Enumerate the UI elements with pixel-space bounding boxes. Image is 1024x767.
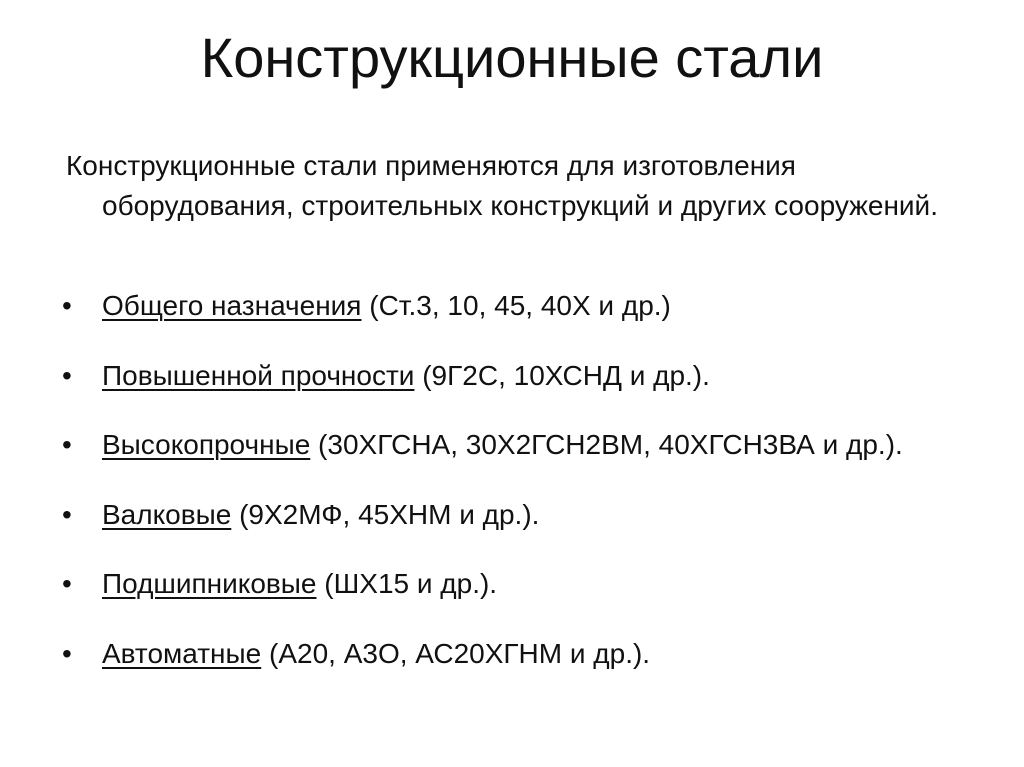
list-item [62,564,992,634]
steel-type-term: Общего назначения [102,290,362,321]
steel-type-details: (9Х2МФ, 45ХНМ и др.). [231,498,540,530]
bullet-icon: • [62,429,72,460]
list-item [62,495,992,565]
steel-type-term: Повышенной прочности [102,359,415,391]
steel-type-term: Валковые [102,498,232,530]
intro-paragraph: Конструкционные стали применяются для изготовления оборудования, строительных конструкций и других сооружений. [66,150,938,221]
list-item [62,634,992,704]
steel-type-details: (9Г2С, 10ХСНД и др.). [414,359,710,391]
steel-type-details: (30ХГСНА, 30Х2ГСН2ВМ, 40ХГСН3ВА и др.). [310,429,903,460]
bullet-icon: • [62,290,72,321]
steel-type-details: (Ст.3, 10, 45, 40Х и др.) [361,290,671,321]
steel-type-term: Автоматные [102,637,262,669]
steel-type-term: Подшипниковые [102,568,317,599]
bullet-icon: • [62,498,72,530]
slide-title: Конструкционные стали [200,26,824,89]
bullet-icon: • [62,568,72,599]
list-item [62,425,992,495]
steel-type-term: Высокопрочные [102,429,311,460]
list-item [62,286,992,356]
bullet-icon: • [62,637,72,669]
steel-type-details: (ШХ15 и др.). [316,568,498,599]
steel-type-details: (А20, А3О, АС20ХГНМ и др.). [261,637,651,669]
list-item [62,356,992,426]
bullet-icon: • [62,359,72,391]
steel-types-list [62,286,992,703]
